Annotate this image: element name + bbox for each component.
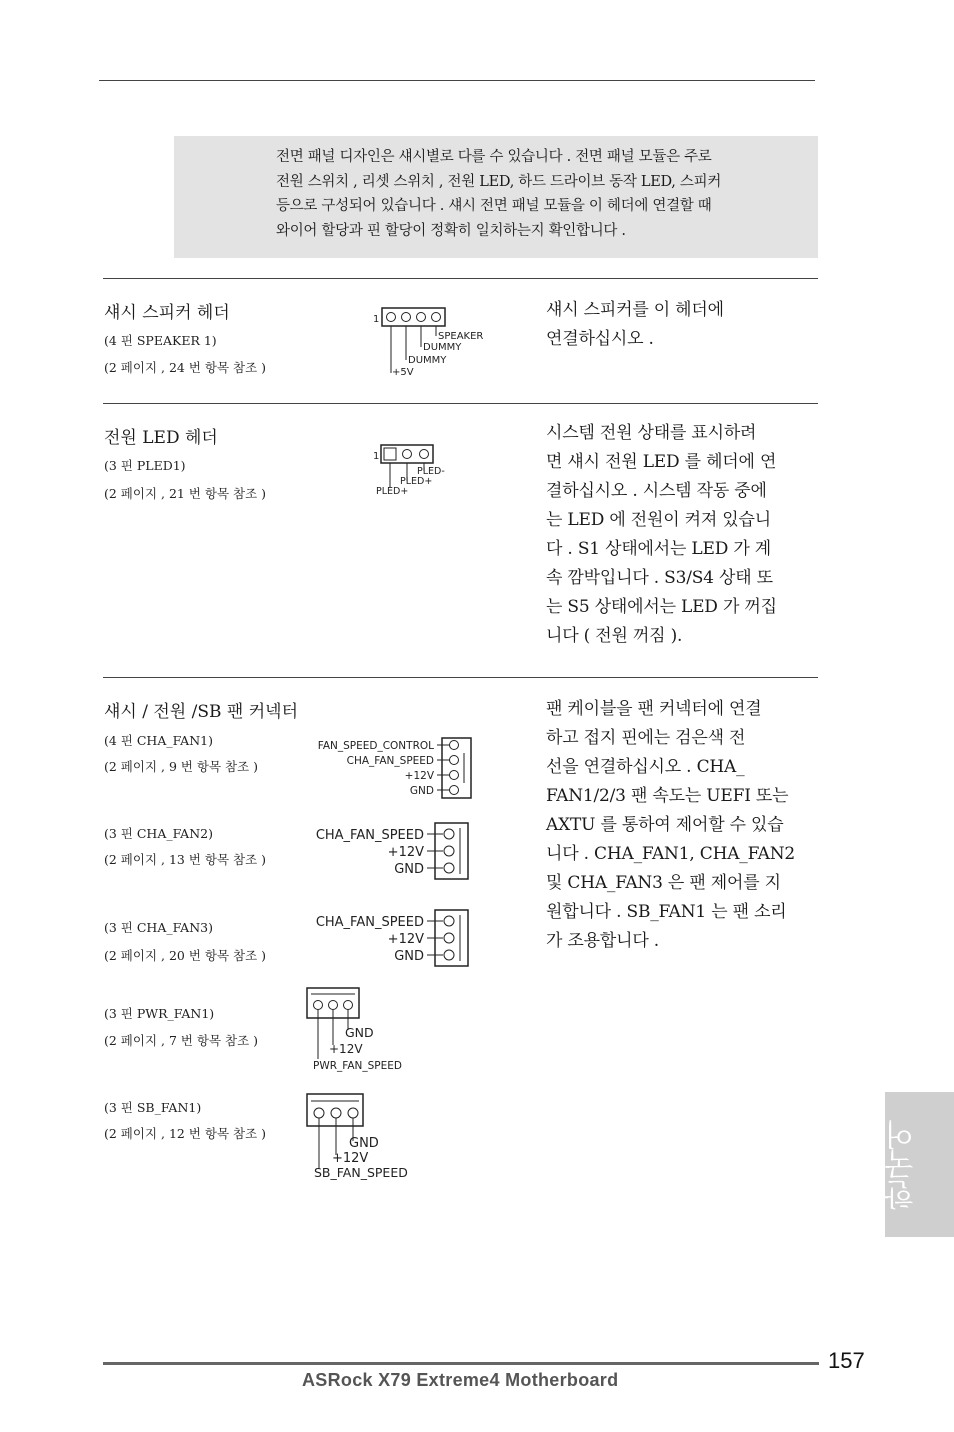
speaker-pins: (4 핀 SPEAKER 1)	[104, 333, 217, 348]
footer-title: ASRock X79 Extreme4 Motherboard	[302, 1370, 619, 1390]
speaker-header-diagram	[370, 303, 490, 378]
desc-line: 면 섀시 전원 LED 를 헤더에 연	[546, 452, 777, 472]
dummy-pin-label: DUMMY	[408, 355, 447, 366]
cha-fan2-ref: (2 페이지 , 13 번 항목 참조 )	[104, 852, 266, 867]
desc-line: 다 . S1 상태에서는 LED 가 계	[546, 539, 771, 559]
desc-line: 시스템 전원 상태를 표시하려	[546, 423, 757, 443]
pled-title: 전원 LED 헤더	[104, 428, 218, 448]
fan-pin-label: +12V	[404, 770, 434, 782]
speaker-ref: (2 페이지 , 24 번 항목 참조 )	[104, 360, 266, 375]
pled-header-diagram	[370, 440, 460, 498]
fan-pin-label: +12V	[387, 932, 424, 947]
speaker-pin-label: SPEAKER	[438, 331, 484, 342]
sb-fan1-ref: (2 페이지 , 12 번 항목 참조 )	[104, 1126, 266, 1141]
section-divider	[103, 677, 818, 678]
cha-fan2-pins: (3 핀 CHA_FAN2)	[104, 826, 213, 841]
pled-minus-label: PLED-	[417, 466, 445, 477]
desc-line: 는 S5 상태에서는 LED 가 꺼집	[546, 597, 777, 617]
fan-pin-label: GND	[345, 1025, 374, 1040]
desc-line: 및 CHA_FAN3 은 팬 제어를 지	[546, 873, 781, 893]
fan-pin-label: +12V	[387, 845, 424, 860]
language-side-tab	[885, 1092, 954, 1237]
desc-line: 원합니다 . SB_FAN1 는 팬 소리	[546, 902, 787, 922]
note-text	[276, 145, 812, 243]
footer-rule	[103, 1362, 819, 1365]
pled-description	[546, 419, 777, 651]
pin1-label: 1	[373, 451, 380, 462]
cha-fan1-pins: (4 핀 CHA_FAN1)	[104, 733, 213, 748]
fan-pin-label: GND	[394, 862, 424, 877]
desc-line: 니다 ( 전원 꺼짐 ).	[546, 626, 683, 646]
desc-line: 결하십시오 . 시스템 작동 중에	[546, 481, 767, 501]
language-tab-label: 한국어	[885, 1120, 920, 1210]
pled-pins: (3 핀 PLED1)	[104, 458, 186, 473]
section-divider	[103, 403, 818, 404]
desc-line: 니다 . CHA_FAN1, CHA_FAN2	[546, 844, 796, 864]
cha-fan2-diagram	[300, 820, 476, 882]
5v-pin-label: +5V	[392, 367, 414, 378]
note-line: 등으로 구성되어 있습니다 . 섀시 전면 패널 모듈을 이 헤더에 연결할 때	[276, 198, 712, 214]
desc-line: 는 LED 에 전원이 켜져 있습니	[546, 510, 771, 530]
cha-fan3-pins: (3 핀 CHA_FAN3)	[104, 920, 213, 935]
fan-pin-label: GND	[349, 1136, 379, 1151]
fan-pin-label: CHA_FAN_SPEED	[315, 828, 424, 843]
pwr-fan1-diagram	[305, 985, 435, 1073]
desc-line: 선을 연결하십시오 . CHA_	[546, 757, 745, 777]
cha-fan1-diagram	[300, 735, 476, 801]
pwr-fan1-pins: (3 핀 PWR_FAN1)	[104, 1006, 215, 1021]
page-number: 157	[828, 1348, 865, 1373]
note-line: 전면 패널 디자인은 섀시별로 다를 수 있습니다 . 전면 패널 모듈은 주로	[276, 149, 712, 165]
note-line: 전원 스위치 , 리셋 스위치 , 전원 LED, 하드 드라이브 동작 LED, 스피커	[276, 173, 722, 190]
desc-line: 연결하십시오 .	[546, 329, 654, 349]
pwr-fan1-ref: (2 페이지 , 7 번 항목 참조 )	[104, 1033, 259, 1048]
fan-pin-label: GND	[394, 949, 424, 964]
fan-pin-label: CHA_FAN_SPEED	[315, 915, 424, 930]
dummy-pin-label: DUMMY	[423, 342, 462, 353]
fan-description	[546, 695, 795, 956]
desc-line: 섀시 스피커를 이 헤더에	[546, 300, 724, 320]
desc-line: 가 조용합니다 .	[546, 931, 659, 951]
pled-plus-label: PLED+	[400, 476, 433, 487]
section-divider	[103, 278, 818, 279]
fan-pin-label: PWR_FAN_SPEED	[313, 1060, 402, 1072]
fan-pin-label: +12V	[329, 1042, 363, 1056]
pin1-label: 1	[373, 314, 380, 325]
cha-fan3-ref: (2 페이지 , 20 번 항목 참조 )	[104, 948, 266, 963]
fan-pin-label: GND	[409, 785, 434, 797]
desc-line: FAN1/2/3 팬 속도는 UEFI 또는	[546, 786, 789, 806]
top-rule	[99, 80, 815, 81]
sb-fan1-diagram	[305, 1091, 445, 1183]
speaker-description	[546, 296, 724, 354]
fan-pin-label: FAN_SPEED_CONTROL	[317, 740, 434, 752]
pled-ref: (2 페이지 , 21 번 항목 참조 )	[104, 486, 266, 501]
sb-fan1-pins: (3 핀 SB_FAN1)	[104, 1100, 202, 1115]
fan-title: 섀시 / 전원 /SB 팬 커넥터	[104, 702, 298, 722]
desc-line: 속 깜박입니다 . S3/S4 상태 또	[546, 568, 773, 588]
speaker-title: 섀시 스피커 헤더	[104, 303, 230, 323]
fan-pin-label: +12V	[332, 1151, 369, 1166]
cha-fan3-diagram	[300, 907, 476, 969]
desc-line: 팬 케이블을 팬 커넥터에 연결	[546, 699, 762, 719]
pled-plus-label: PLED+	[376, 486, 409, 497]
cha-fan1-ref: (2 페이지 , 9 번 항목 참조 )	[104, 759, 259, 774]
note-line: 와이어 할당과 핀 할당이 정확히 일치하는지 확인합니다 .	[276, 222, 626, 239]
desc-line: AXTU 를 통하여 제어할 수 있습	[546, 815, 784, 835]
fan-pin-label: CHA_FAN_SPEED	[346, 755, 434, 767]
fan-pin-label: SB_FAN_SPEED	[314, 1165, 408, 1180]
desc-line: 하고 접지 핀에는 검은색 전	[546, 728, 746, 748]
